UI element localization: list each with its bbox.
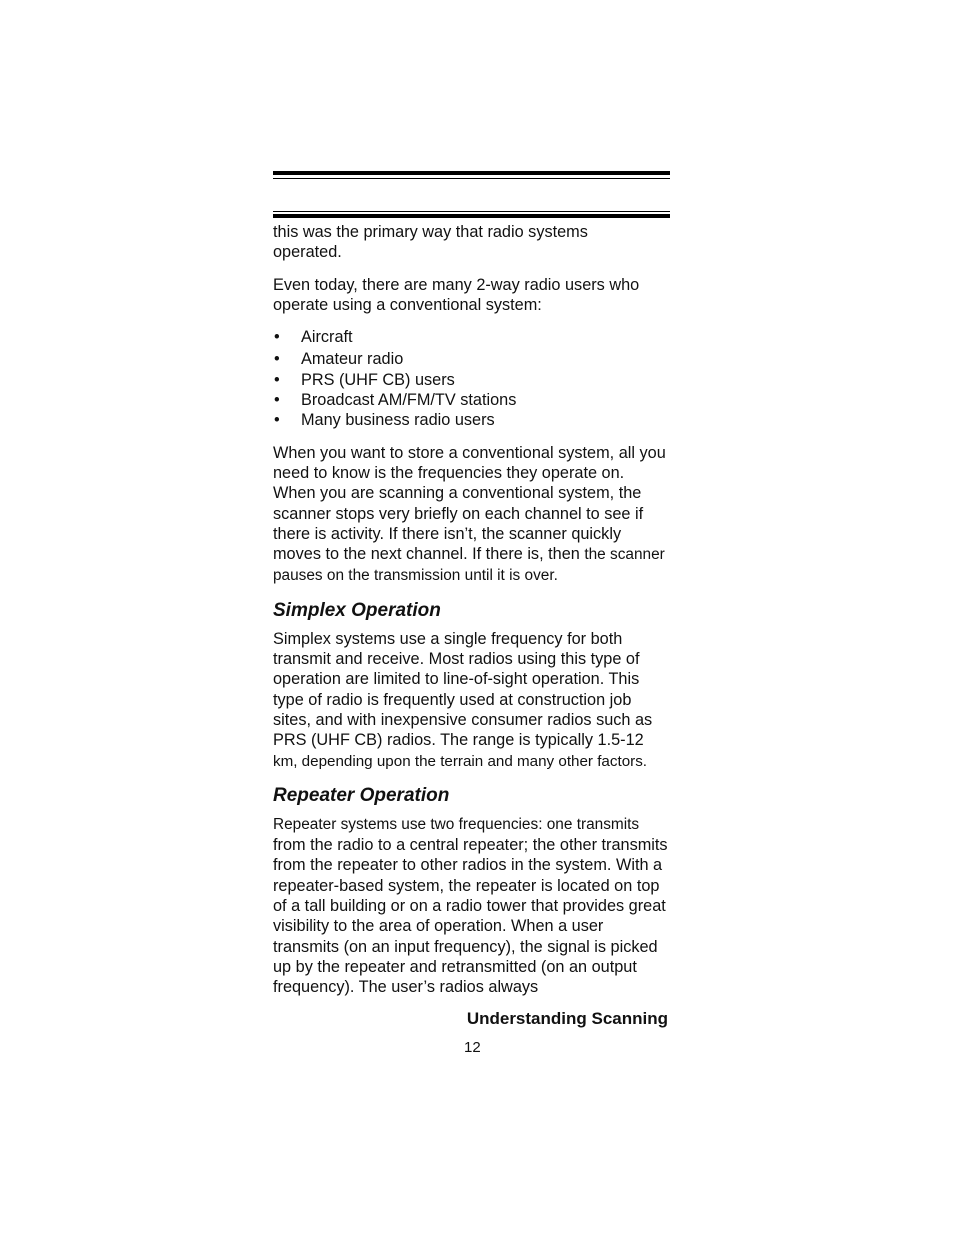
simplex-heading: Simplex Operation	[273, 599, 441, 621]
simplex-body-paragraph: Simplex systems use a single frequency for both transmit and receive. Most radios using this type of operation are limited to line-of-sight operation. This type of radio is frequently used at construction job sites, and with inexpensive consumer radios such as PRS (UHF CB) radios. The range is typically 1.5-12 km, depending upon the terrain and many other factors.	[273, 629, 653, 770]
page-number: 12	[464, 1039, 481, 1056]
repeater-body-paragraph: Repeater systems use two frequencies: one transmits from the radio to a central repeater; the other transmits from the repeater to other radios in the system. With a repeater-based system, the repeater is located on top of a tall building or on a radio tower that provides great visibility to the area of operation. When a user transmits (on an input frequency), the signal is picked up by the repeater and retransmitted (on an output frequency). The user’s radios always	[273, 815, 668, 997]
repeater-heading: Repeater Operation	[273, 784, 450, 806]
conventional-users-list	[273, 327, 673, 430]
page-body	[273, 222, 673, 1010]
bullet-icon: •	[274, 328, 280, 347]
conventional-body-paragraph: When you want to store a conventional system, all you need to know is the frequencies they operate on. When you are scanning a conventional system, the scanner stops very briefly on each channel to see if there is activity. If there isn’t, the scanner quickly moves to the next channel. If there is, then the scanner pauses on the transmission until it is over.	[273, 443, 666, 585]
bullet-icon: •	[274, 391, 280, 410]
list-item: • Aircraft	[274, 328, 353, 347]
header-rule-thin-top	[273, 178, 670, 179]
list-item: • Amateur radio	[274, 350, 404, 369]
header-rule-thin-bottom	[273, 211, 670, 212]
list-item: • Broadcast AM/FM/TV stations	[274, 391, 517, 410]
header-rule-thick-top	[273, 171, 670, 175]
bullet-icon: •	[274, 411, 280, 430]
bullet-icon: •	[274, 370, 280, 389]
bullet-icon: •	[274, 350, 280, 369]
header-rule-thick-bottom	[273, 214, 670, 218]
intro-paragraph: this was the primary way that radio systems operated.	[273, 223, 588, 262]
list-item: • Many business radio users	[274, 411, 495, 430]
conventional-intro-paragraph: Even today, there are many 2-way radio users who operate using a conventional system:	[273, 275, 640, 314]
list-item: • PRS (UHF CB) users	[274, 370, 455, 389]
running-footer-title: Understanding Scanning	[466, 1009, 668, 1028]
